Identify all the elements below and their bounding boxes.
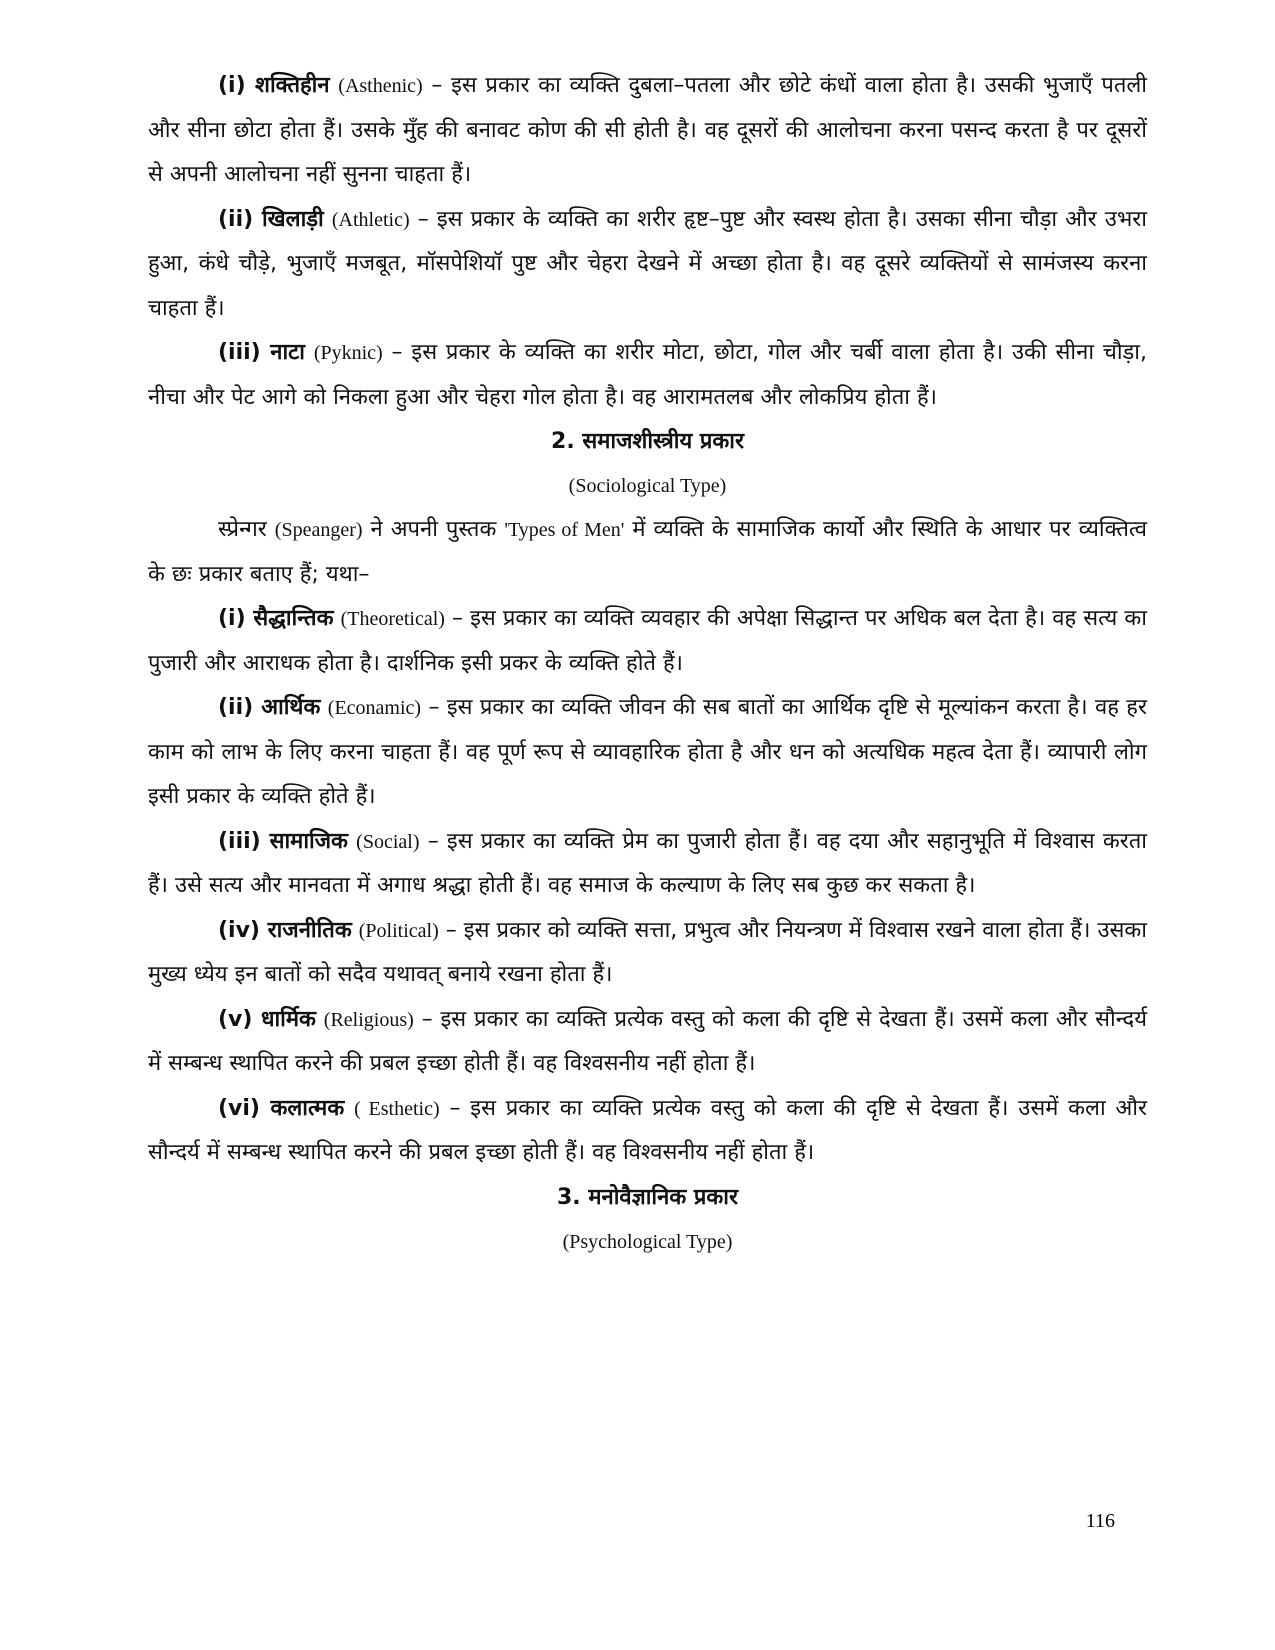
item-text: – इस प्रकार के व्यक्ति का शरीर हृष्ट–पुष्ट और स्वस्थ होता है। उसका सीना चौड़ा और उभरा हुआ, कंधे चौड़े, भुजाएँ मजबूत, मॉसपेशियॉ पुष्ट और चेहरा देखने में अच्छा होता है। वह दूसरे व्यक्तियों से सामंजस्य करना चाहता हैं। xyxy=(148,206,1147,321)
item-term: (iv) राजनीतिक xyxy=(218,917,352,943)
section3-subheading: (Psychological Type) xyxy=(562,1230,733,1253)
section2-heading: 2. समाजशीस्त्रीय प्रकार xyxy=(551,429,744,454)
item-text: – इस प्रकार का व्यक्ति प्रेम का पुजारी होता हैं। वह दया और सहानुभूति में विश्वास करता हैं। उसे सत्य और मानवता में अगाध श्रद्धा होती हैं। वह समाज के कल्याण के लिए सब कुछ कर सकता है। xyxy=(148,828,1147,898)
intro-text: में व्यक्ति के सामाजिक कार्यो और स्थिति के आधार पर व्यक्तित्व के छः प्रकार बताए हैं; यथा– xyxy=(148,517,1147,587)
asthenic-paragraph xyxy=(148,64,1147,198)
item-english-term: ( Esthetic) xyxy=(354,1097,440,1120)
item-text: – इस प्रकार के व्यक्ति का शरीर मोटा, छोटा, गोल और चर्बी वाला होता है। उकी सीना चौड़ा, नीचा और पेट आगे को निकला हुआ और चेहरा गोल होता है। वह आरामतलब और लोकप्रिय होता हैं। xyxy=(148,340,1147,410)
intro-text: ने अपनी पुस्तक xyxy=(362,517,505,542)
item-english-term: (Theoretical) xyxy=(340,608,445,630)
pyknic-paragraph xyxy=(148,331,1147,420)
item-text: – इस प्रकार का व्यक्ति प्रत्येक वस्तु को कला की दृष्टि से देखता हैं। उसमें कला और सौन्दर्य में सम्बन्ध स्थापित करने की प्रबल इच्छा होती हैं। वह विश्वसनीय नहीं होता हैं। xyxy=(148,1006,1147,1076)
religious-paragraph xyxy=(148,998,1147,1087)
item-english-term: (Pyknic) xyxy=(313,342,383,364)
section2-intro-paragraph xyxy=(148,508,1147,597)
item-text: – इस प्रकार का व्यक्ति प्रत्येक वस्तु को कला की दृष्टि से देखता हैं। उसमें कला और सौन्दर्य में सम्बन्ध स्थापित करने की प्रबल इच्छा होती हैं। वह विश्वसनीय नहीं होता हैं। xyxy=(148,1095,1147,1165)
item-english-term: (Political) xyxy=(358,919,439,942)
item-term: (vi) कलात्मक xyxy=(218,1095,345,1121)
economic-paragraph xyxy=(148,686,1147,820)
item-english-term: (Religious) xyxy=(323,1008,414,1031)
item-term: (ii) आर्थिक xyxy=(218,695,321,720)
item-term: (iii) नाटा xyxy=(218,340,305,365)
intro-text: स्प्रेन्गर xyxy=(218,517,275,542)
item-term: (iii) सामाजिक xyxy=(218,828,348,854)
item-text: – इस प्रकार का व्यक्ति व्यवहार की अपेक्षा सिद्धान्त पर अधिक बल देता है। वह सत्य का पुजारी और आराधक होता है। दार्शनिक इसी प्रकर के व्यक्ति होते हैं। xyxy=(148,606,1147,676)
item-english-term: (Athletic) xyxy=(331,208,410,231)
page-number: 116 xyxy=(1085,1510,1115,1532)
item-english-term: (Econamic) xyxy=(327,697,422,719)
item-term: (i) शक्तिहीन xyxy=(218,73,330,98)
political-paragraph xyxy=(148,909,1147,998)
intro-book-title: 'Types of Men' xyxy=(504,519,625,541)
section3-heading: 3. मनोवैज्ञानिक प्रकार xyxy=(557,1184,738,1210)
item-english-term: (Asthenic) xyxy=(338,75,423,97)
theoretical-paragraph xyxy=(148,597,1147,686)
section2-subheading: (Sociological Type) xyxy=(568,475,727,497)
item-text: – इस प्रकार का व्यक्ति दुबला–पतला और छोटे कंधों वाला होता है। उसकी भुजाएँ पतली और सीना छोटा होता हैं। उसके मुँह की बनावट कोण की सी होती है। वह दूसरों की आलोचना करना पसन्द करता है पर दूसरों से अपनी आलोचना नहीं सुनना चाहता हैं। xyxy=(148,73,1148,187)
item-term: (v) धार्मिक xyxy=(218,1006,316,1032)
item-english-term: (Social) xyxy=(356,830,420,853)
intro-name: (Speanger) xyxy=(274,519,363,541)
item-term: (i) सैद्धान्तिक xyxy=(218,606,334,631)
item-text: – इस प्रकार को व्यक्ति सत्ता, प्रभुत्व और नियन्त्रण में विश्वास रखने वाला होता हैं। उसका मुख्य ध्येय इन बातों को सदैव यथावत् बनाये रखना होता हैं। xyxy=(148,917,1147,987)
social-paragraph xyxy=(148,820,1147,909)
athletic-paragraph xyxy=(148,198,1147,332)
esthetic-paragraph xyxy=(148,1087,1147,1176)
item-text: – इस प्रकार का व्यक्ति जीवन की सब बातों का आर्थिक दृष्टि से मूल्यांकन करता है। वह हर काम को लाभ के लिए करना चाहता हैं। वह पूर्ण रूप से व्यावहारिक होता है और धन को अत्यधिक महत्व देता हैं। व्यापारी लोग इसी प्रकार के व्यक्ति होते हैं। xyxy=(148,695,1147,809)
item-term: (ii) खिलाड़ी xyxy=(218,206,324,232)
